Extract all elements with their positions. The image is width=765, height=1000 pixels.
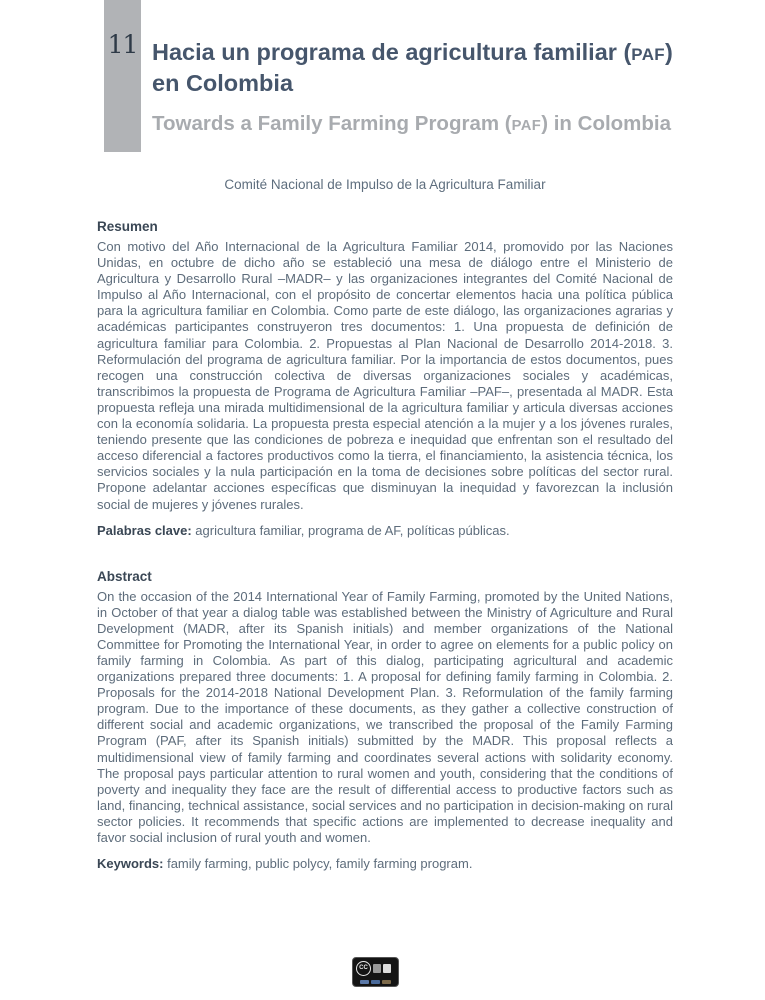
resumen-heading: Resumen: [97, 219, 158, 234]
cc-noncommercial-icon: [383, 964, 391, 973]
cc-badge-icons: [356, 961, 395, 976]
keywords-text: family farming, public polycy, family farming program.: [163, 856, 473, 872]
chapter-number: 11: [107, 30, 138, 59]
subtitle-text: Towards a Family Farming Program (: [152, 112, 512, 135]
palabras-clave-label: Palabras clave:: [97, 522, 192, 538]
subtitle-abbr-paf: PAF: [511, 118, 542, 134]
title-text: Hacia un programa de agricultura familiar (: [152, 38, 632, 65]
palabras-clave-line: [97, 523, 673, 539]
palabras-clave-text: agricultura familiar, programa de AF, políticas públicas.: [191, 522, 510, 538]
abstract-column: [97, 219, 673, 872]
keywords-line: [97, 856, 673, 872]
cc-attribution-icon: [373, 964, 381, 973]
subtitle-text-end: ) in Colombia: [541, 112, 672, 135]
title-abbr-paf: PAF: [631, 44, 666, 64]
article-title-spanish: [152, 38, 708, 98]
keywords-label: Keywords:: [97, 856, 164, 872]
abstract-heading: Abstract: [97, 568, 152, 584]
author-line: Comité Nacional de Impulso de la Agricultura Familiar: [224, 177, 546, 192]
article-title-english: [152, 111, 708, 139]
title-text-end: ) en Colombia: [152, 38, 686, 96]
cc-logo-icon: CC: [356, 961, 371, 976]
cc-badge-color-strip: [356, 980, 395, 984]
abstract-paragraph: On the occasion of the 2014 International Year of Family Farming, promoted by the United Nations, in October of that year a dialog table was established between the Ministry of Agriculture and Rural Development (MADR, after its Spanish initials) and member organizations of the National Committee for Promoting the International Year, in order to agree on elements for a public policy on family farming in Colombia. As part of this dialog, participating agricultural and academic organizations prepared three documents: 1. A proposal for defining family farming in Colombia. 2. Proposals for the 2014-2018 National Development Plan. 3. Reformulation of the family farming program. Due to the importance of these documents, as they gather a collective construction of different social and academic organizations, we transcribed the proposal of the Family Farming Program (PAF, after its Spanish initials) submitted by the MADR. This proposal reflects a multidimensional view of family farming and coordinates several actions with solidarity economy. The proposal pays particular attention to rural women and youth, considering that the conditions of poverty and inequality they face are the result of differential access to productive factors such as land, financing, technical assistance, social services and no participation in decision-making on rural sector policies. It recommends that specific actions are implemented to decrease inequality and favor social inclusion of rural youth and women.: [97, 588, 673, 845]
resumen-paragraph: Con motivo del Año Internacional de la Agricultura Familiar 2014, promovido por las Naciones Unidas, en octubre de dicho año se estableció una mesa de diálogo entre el Ministerio de Agricultura y Desarrollo Rural –MADR– y las organizaciones integrantes del Comité Nacional de Impulso al Año Internacional, con el propósito de concertar elementos hacia una política pública para la agricultura familiar en Colombia. Como parte de este diálogo, las organizaciones agrarias y académicas participantes construyeron tres documentos: 1. Una propuesta de definición de agricultura familiar para Colombia. 2. Propuestas al Plan Nacional de Desarrollo 2014-2018. 3. Reformulación del programa de agricultura familiar. Por la importancia de estos documentos, pues recogen una construcción colectiva de diversas organizaciones sociales y académicas, transcribimos la propuesta de Programa de Agricultura Familiar –PAF–, presentada al MADR. Esta propuesta refleja una mirada multidimensional de la agricultura familiar y articula diversas acciones con la economía solidaria. La propuesta presta especial atención a la mujer y a los jóvenes rurales, teniendo presente que las condiciones de pobreza e inequidad que enfrentan son el resultado del acceso diferencial a factores productivos como la tierra, el financiamiento, la asistencia técnica, los servicios sociales y la nula participación en la toma de decisiones sobre políticas del sector rural. Propone adelantar acciones específicas que disminuyan la inequidad y favorezcan la inclusión social de mujeres y jóvenes rurales.: [97, 239, 673, 512]
cc-license-badge[interactable]: [352, 957, 399, 987]
chapter-number-bar: [104, 0, 141, 152]
